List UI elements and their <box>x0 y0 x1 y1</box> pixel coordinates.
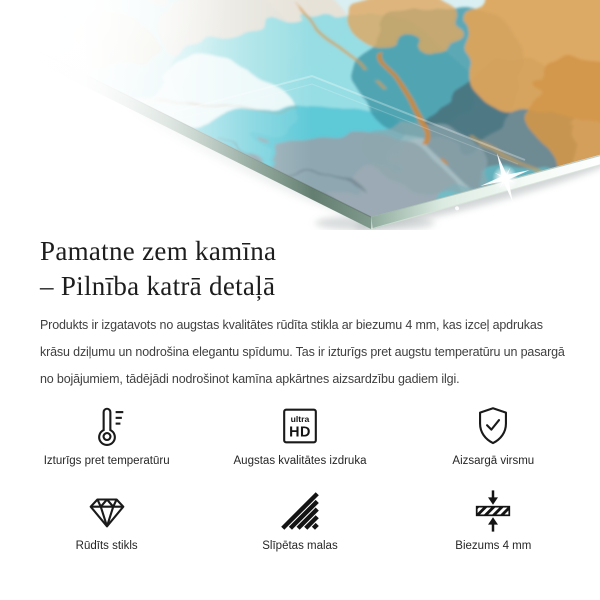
feature-label: Rūdīts stikls <box>75 540 138 552</box>
feature-polished-edges <box>203 487 396 552</box>
description-line: no bojājumiem, tādējādi nodrošinot kamīna apkārtnes aizsardzību gadiem ilgi. <box>40 372 460 386</box>
thickness-arrows-icon <box>470 487 516 535</box>
page-title <box>40 234 600 304</box>
product-photo <box>0 0 600 230</box>
feature-grid <box>10 402 590 552</box>
description-line: krāsu dziļumu un nodrošina elegantu spīdumu. Tas ir izturīgs pret augstu temperatūru un pasargā <box>40 345 565 359</box>
svg-text:ultra: ultra <box>290 414 310 425</box>
description-line: Produkts ir izgatavots no augstas kvalitātes rūdīta stikla ar biezumu 4 mm, kas izceļ apdrukas <box>40 318 543 332</box>
feature-label: Aizsargā virsmu <box>452 455 535 467</box>
ultra-hd-icon <box>277 402 323 450</box>
page-title-line1: Pamatne zem kamīna <box>40 236 277 266</box>
thermometer-heat-icon <box>84 402 130 450</box>
shield-check-icon <box>470 402 516 450</box>
feature-print-quality <box>203 402 396 467</box>
feature-label: Slīpētas malas <box>262 540 338 552</box>
feature-temperature <box>10 402 203 467</box>
page-title-line2: – Pilnība katrā detaļā <box>40 271 276 301</box>
diamond-icon <box>84 487 130 535</box>
feature-tempered-glass <box>10 487 203 552</box>
feature-thickness <box>397 487 590 552</box>
feature-label: Izturīgs pret temperatūru <box>43 455 170 467</box>
glass-panel-illustration <box>0 0 600 230</box>
feature-label: Augstas kvalitātes izdruka <box>233 455 367 467</box>
beveled-edges-icon <box>277 487 323 535</box>
product-description <box>40 312 600 393</box>
feature-protection <box>397 402 590 467</box>
feature-label: Biezums 4 mm <box>455 540 532 552</box>
svg-text:HD: HD <box>289 424 311 441</box>
